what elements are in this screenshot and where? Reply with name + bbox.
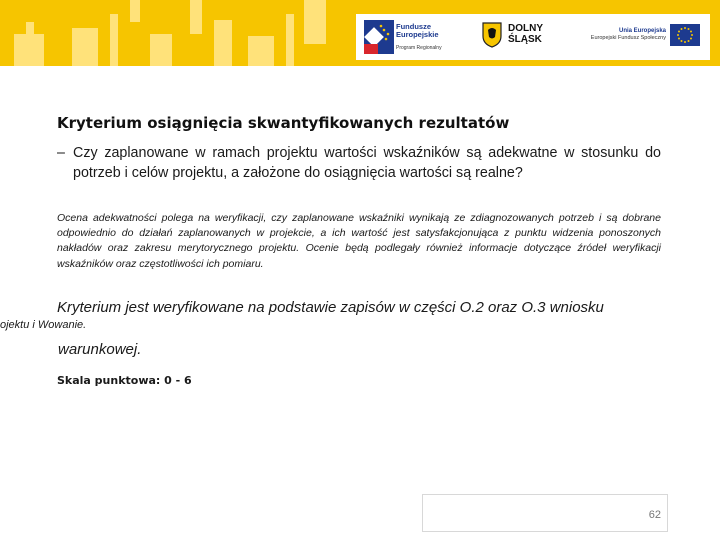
eu-flag-icon xyxy=(670,24,700,46)
overflow-text: ojektu i Wowanie. xyxy=(0,319,87,331)
banner-block xyxy=(190,0,202,34)
dolny-slask-label: DOLNY ŚLĄSK xyxy=(508,23,543,45)
bullet-dash: – xyxy=(57,145,65,161)
description-paragraph: Ocena adekwatności polega na weryfikacji, czy zaplanowane wskaźniki wynikają ze zdiagnozowanych potrzeb i są dobrane odpowiednio do działań zaplanowanych w projekcie, a ich wartość jest satysfakcjonująca z punktu widzenia ponoszonych nakładów oraz zakresu merytorycznego projektu. Ocenie będą podlegały również informacje dotyczące źródeł weryfikacji wskaźników oraz częstotliwości ich pomiaru. xyxy=(57,212,661,270)
fundusze-sublabel: Program Regionalny xyxy=(396,45,442,51)
banner-block xyxy=(214,20,232,66)
fundusze-flag-icon xyxy=(364,20,394,54)
point-scale: Skala punktowa: 0 - 6 xyxy=(57,374,192,387)
unia-europejska-logo xyxy=(584,20,704,56)
criterion-text: Kryterium jest weryfikowane na podstawie zapisów w części O.2 oraz O.3 wniosku xyxy=(57,299,604,316)
banner-block xyxy=(248,36,274,66)
dolny-slask-logo xyxy=(482,20,562,56)
eu-label: Unia Europejska Europejski Fundusz Społeczny xyxy=(590,28,666,41)
criterion-text-tail: warunkowej. xyxy=(58,341,142,358)
fundusze-europejskie-logo xyxy=(364,20,474,56)
fundusze-label: Fundusze Europejskie xyxy=(396,22,439,39)
bullet-text: Czy zaplanowane w ramach projektu wartości wskaźników są adekwatne w stosunku do potrzeb i celów projektu, a założone do osiągnięcia wartości są realne? xyxy=(73,145,661,181)
page-number: 62 xyxy=(648,509,661,521)
banner-block xyxy=(304,0,326,44)
banner-block xyxy=(150,34,172,66)
footer-box xyxy=(422,494,668,532)
dolny-slask-shield-icon xyxy=(482,22,502,48)
banner-block xyxy=(72,28,98,66)
banner-block xyxy=(14,34,44,66)
slide-title: Kryterium osiągnięcia skwantyfikowanych rezultatów xyxy=(57,114,510,132)
bullet-question xyxy=(57,144,661,183)
header-banner xyxy=(0,0,720,66)
banner-block xyxy=(26,22,34,36)
logo-strip xyxy=(356,14,710,60)
banner-block xyxy=(286,14,294,66)
banner-block xyxy=(130,0,140,22)
banner-block xyxy=(110,14,118,66)
